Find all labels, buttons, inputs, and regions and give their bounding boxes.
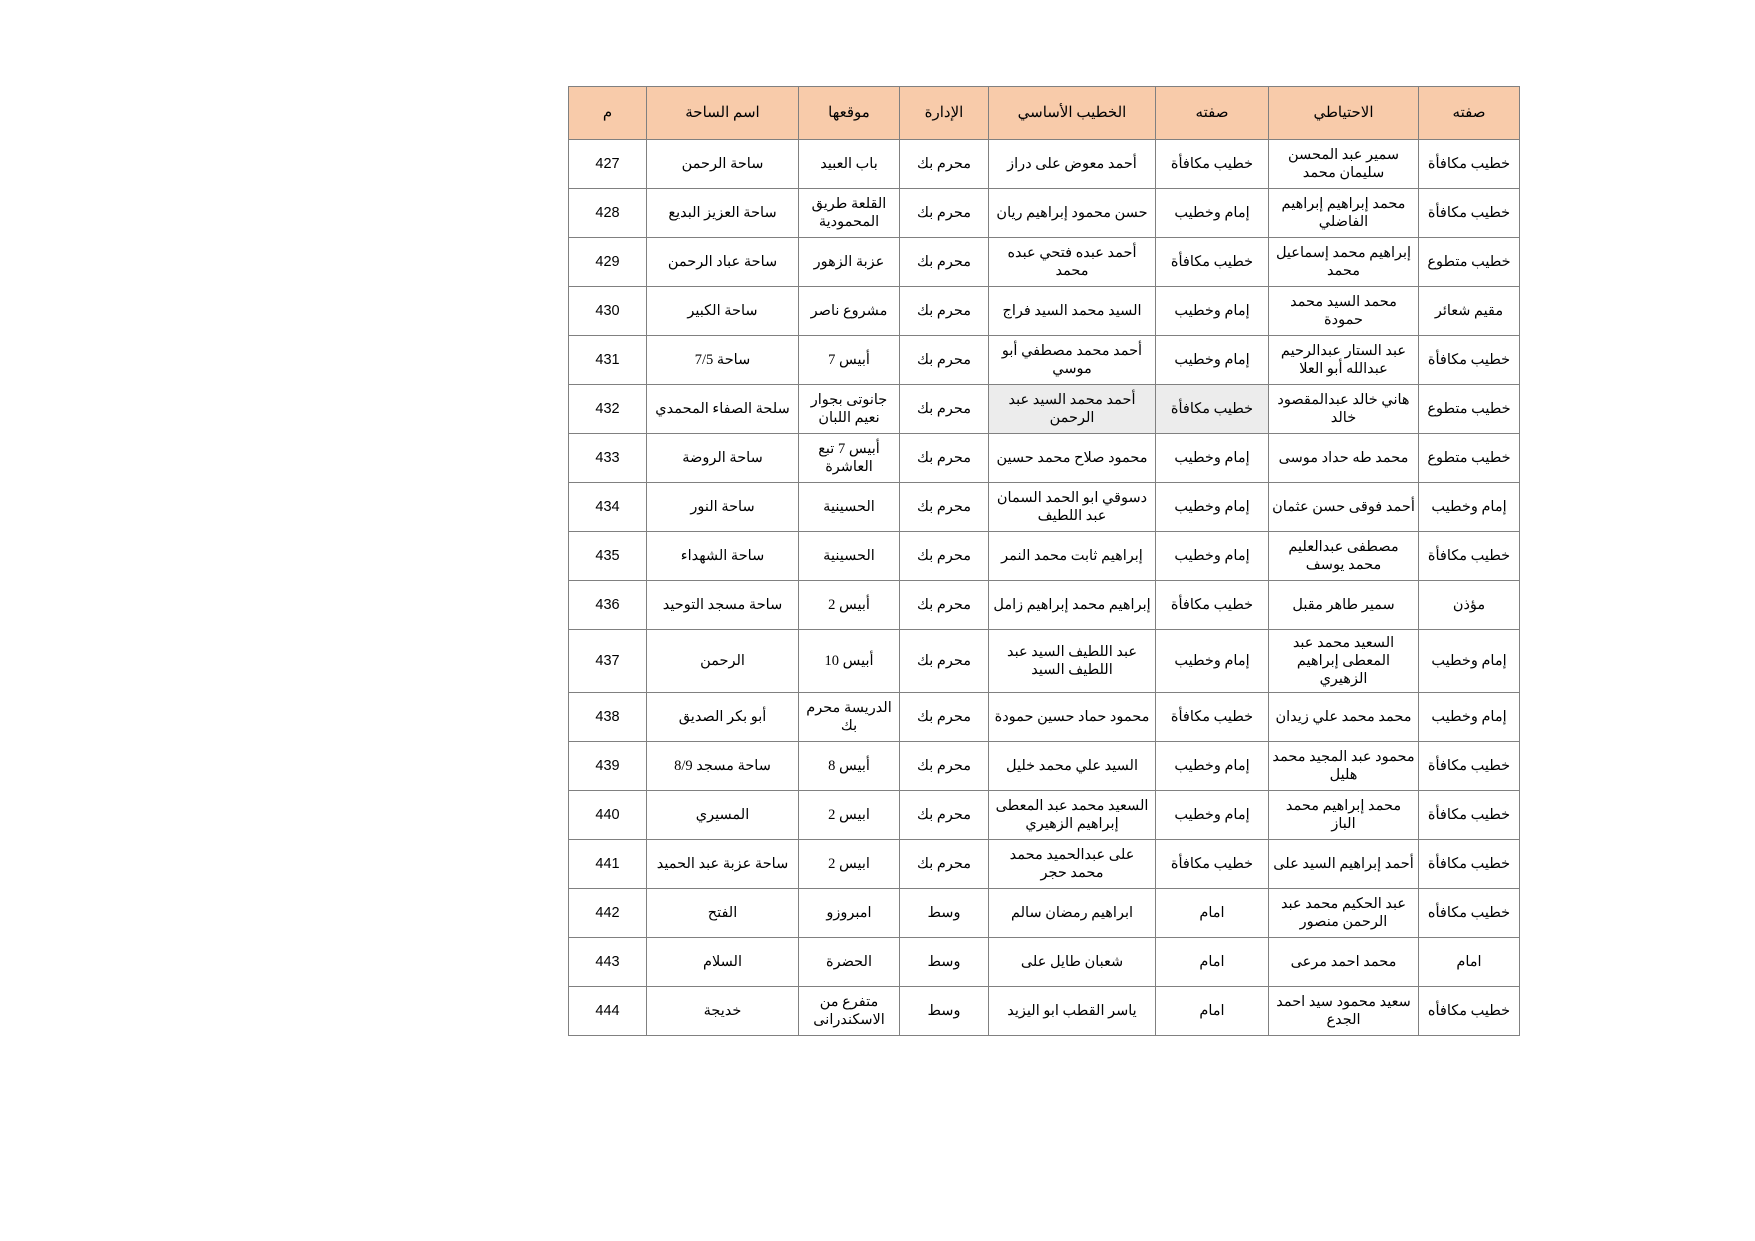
- cell-sifa2: خطيب مكافأة: [1419, 742, 1520, 791]
- cell-ehtiyati: أحمد إبراهيم السيد على: [1269, 840, 1419, 889]
- cell-edara: محرم بك: [900, 693, 989, 742]
- header-row: [569, 87, 1520, 140]
- cell-mawqe: الحسينية: [799, 532, 900, 581]
- table-row: [569, 189, 1520, 238]
- cell-saha: ساحة عزبة عبد الحميد: [647, 840, 799, 889]
- table-row: [569, 336, 1520, 385]
- cell-sifa2: خطيب مكافأة: [1419, 791, 1520, 840]
- cell-num: 434: [569, 483, 647, 532]
- cell-saha: ساحة الروضة: [647, 434, 799, 483]
- cell-khatib: السيد علي محمد خليل: [989, 742, 1156, 791]
- cell-ehtiyati: سمير عبد المحسن سليمان محمد: [1269, 140, 1419, 189]
- column-header-saha: اسم الساحة: [647, 87, 799, 140]
- cell-num: 441: [569, 840, 647, 889]
- cell-sifa1: امام: [1156, 938, 1269, 987]
- cell-sifa2: خطيب متطوع: [1419, 385, 1520, 434]
- cell-saha: أبو بكر الصديق: [647, 693, 799, 742]
- cell-khatib: أحمد محمد السيد عبد الرحمن: [989, 385, 1156, 434]
- cell-khatib: أحمد معوض على دراز: [989, 140, 1156, 189]
- cell-edara: محرم بك: [900, 483, 989, 532]
- cell-sifa2: إمام وخطيب: [1419, 630, 1520, 693]
- cell-mawqe: أبيس 7 تبع العاشرة: [799, 434, 900, 483]
- cell-sifa2: مؤذن: [1419, 581, 1520, 630]
- cell-sifa1: إمام وخطيب: [1156, 336, 1269, 385]
- cell-mawqe: ابيس 2: [799, 791, 900, 840]
- cell-saha: ساحة الرحمن: [647, 140, 799, 189]
- table-row: [569, 532, 1520, 581]
- table-row: [569, 791, 1520, 840]
- cell-mawqe: مشروع ناصر: [799, 287, 900, 336]
- cell-sifa2: خطيب مكافأه: [1419, 987, 1520, 1036]
- column-header-mawqe: موقعها: [799, 87, 900, 140]
- cell-sifa1: إمام وخطيب: [1156, 742, 1269, 791]
- cell-edara: محرم بك: [900, 189, 989, 238]
- cell-khatib: ياسر القطب ابو اليزيد: [989, 987, 1156, 1036]
- cell-num: 438: [569, 693, 647, 742]
- cell-khatib: أحمد محمد مصطفي أبو موسي: [989, 336, 1156, 385]
- cell-khatib: حسن محمود إبراهيم ريان: [989, 189, 1156, 238]
- cell-khatib: محمود صلاح محمد حسين: [989, 434, 1156, 483]
- cell-khatib: على عبدالحميد محمد محمد حجر: [989, 840, 1156, 889]
- cell-edara: محرم بك: [900, 434, 989, 483]
- cell-ehtiyati: أحمد فوقى حسن عثمان: [1269, 483, 1419, 532]
- cell-saha: سلحة الصفاء المحمدي: [647, 385, 799, 434]
- cell-mawqe: القلعة طريق المحمودية: [799, 189, 900, 238]
- table-row: [569, 840, 1520, 889]
- cell-ehtiyati: عبد الحكيم محمد عبد الرحمن منصور: [1269, 889, 1419, 938]
- table-row: [569, 938, 1520, 987]
- table-row: [569, 889, 1520, 938]
- cell-sifa2: إمام وخطيب: [1419, 693, 1520, 742]
- table-row: [569, 434, 1520, 483]
- cell-khatib: ابراهيم رمضان سالم: [989, 889, 1156, 938]
- cell-edara: محرم بك: [900, 840, 989, 889]
- cell-khatib: محمود حماد حسين حمودة: [989, 693, 1156, 742]
- cell-ehtiyati: محمد السيد محمد حمودة: [1269, 287, 1419, 336]
- cell-sifa2: خطيب مكافأة: [1419, 336, 1520, 385]
- cell-edara: وسط: [900, 889, 989, 938]
- cell-khatib: أحمد عبده فتحي عبده محمد: [989, 238, 1156, 287]
- table-body: [569, 140, 1520, 1036]
- cell-saha: الرحمن: [647, 630, 799, 693]
- cell-ehtiyati: السعيد محمد عبد المعطى إبراهيم الزهيري: [1269, 630, 1419, 693]
- cell-num: 429: [569, 238, 647, 287]
- cell-mawqe: أبيس 8: [799, 742, 900, 791]
- cell-sifa1: امام: [1156, 889, 1269, 938]
- cell-mawqe: أبيس 2: [799, 581, 900, 630]
- cell-sifa1: خطيب مكافأة: [1156, 140, 1269, 189]
- cell-sifa2: خطيب متطوع: [1419, 238, 1520, 287]
- cell-mawqe: عزبة الزهور: [799, 238, 900, 287]
- cell-khatib: عبد اللطيف السيد عبد اللطيف السيد: [989, 630, 1156, 693]
- cell-edara: محرم بك: [900, 630, 989, 693]
- table-row: [569, 581, 1520, 630]
- cell-sifa1: خطيب مكافأة: [1156, 581, 1269, 630]
- cell-ehtiyati: هاني خالد عبدالمقصود خالد: [1269, 385, 1419, 434]
- cell-mawqe: أبيس 7: [799, 336, 900, 385]
- cell-sifa2: خطيب مكافأة: [1419, 140, 1520, 189]
- table-row: [569, 630, 1520, 693]
- cell-sifa1: إمام وخطيب: [1156, 791, 1269, 840]
- cell-mawqe: أبيس 10: [799, 630, 900, 693]
- cell-sifa2: خطيب مكافأة: [1419, 189, 1520, 238]
- cell-num: 443: [569, 938, 647, 987]
- cell-khatib: إبراهيم ثابت محمد النمر: [989, 532, 1156, 581]
- cell-saha: الفتح: [647, 889, 799, 938]
- cell-saha: السلام: [647, 938, 799, 987]
- cell-saha: ساحة النور: [647, 483, 799, 532]
- column-header-sifa1: صفته: [1156, 87, 1269, 140]
- cell-mawqe: الحسينية: [799, 483, 900, 532]
- cell-edara: وسط: [900, 987, 989, 1036]
- cell-saha: ساحة مسجد التوحيد: [647, 581, 799, 630]
- cell-sifa1: إمام وخطيب: [1156, 287, 1269, 336]
- cell-num: 431: [569, 336, 647, 385]
- table-row: [569, 385, 1520, 434]
- cell-num: 442: [569, 889, 647, 938]
- cell-num: 432: [569, 385, 647, 434]
- cell-khatib: السيد محمد السيد فراج: [989, 287, 1156, 336]
- cell-num: 433: [569, 434, 647, 483]
- cell-num: 440: [569, 791, 647, 840]
- cell-num: 437: [569, 630, 647, 693]
- cell-saha: ساحة 7/5: [647, 336, 799, 385]
- cell-num: 428: [569, 189, 647, 238]
- table-row: [569, 238, 1520, 287]
- table-row: [569, 742, 1520, 791]
- cell-edara: محرم بك: [900, 791, 989, 840]
- cell-num: 435: [569, 532, 647, 581]
- cell-sifa1: خطيب مكافأة: [1156, 385, 1269, 434]
- cell-saha: ساحة العزيز البديع: [647, 189, 799, 238]
- cell-sifa1: إمام وخطيب: [1156, 532, 1269, 581]
- cell-edara: وسط: [900, 938, 989, 987]
- cell-khatib: دسوقي ابو الحمد السمان عبد اللطيف: [989, 483, 1156, 532]
- cell-mawqe: الدريسة محرم بك: [799, 693, 900, 742]
- cell-mawqe: جانوتى بجوار نعيم اللبان: [799, 385, 900, 434]
- table-row: [569, 287, 1520, 336]
- cell-edara: محرم بك: [900, 336, 989, 385]
- cell-ehtiyati: سمير طاهر مقبل: [1269, 581, 1419, 630]
- cell-sifa1: إمام وخطيب: [1156, 483, 1269, 532]
- cell-saha: المسيري: [647, 791, 799, 840]
- cell-sifa2: مقيم شعائر: [1419, 287, 1520, 336]
- cell-num: 444: [569, 987, 647, 1036]
- cell-sifa1: إمام وخطيب: [1156, 189, 1269, 238]
- cell-ehtiyati: عبد الستار عبدالرحيم عبدالله أبو العلا: [1269, 336, 1419, 385]
- cell-sifa1: خطيب مكافأة: [1156, 693, 1269, 742]
- cell-edara: محرم بك: [900, 581, 989, 630]
- cell-saha: خديجة: [647, 987, 799, 1036]
- cell-khatib: السعيد محمد عبد المعطى إبراهيم الزهيري: [989, 791, 1156, 840]
- mosque-assignment-table: [568, 86, 1520, 1036]
- cell-mawqe: متفرع من الاسكندرانى: [799, 987, 900, 1036]
- cell-saha: ساحة الكبير: [647, 287, 799, 336]
- cell-sifa1: امام: [1156, 987, 1269, 1036]
- column-header-ehtiyati: الاحتياطي: [1269, 87, 1419, 140]
- cell-edara: محرم بك: [900, 742, 989, 791]
- column-header-khatib: الخطيب الأساسي: [989, 87, 1156, 140]
- cell-sifa1: إمام وخطيب: [1156, 630, 1269, 693]
- cell-edara: محرم بك: [900, 238, 989, 287]
- column-header-sifa2: صفته: [1419, 87, 1520, 140]
- cell-edara: محرم بك: [900, 287, 989, 336]
- table-header: [569, 87, 1520, 140]
- cell-khatib: إبراهيم محمد إبراهيم زامل: [989, 581, 1156, 630]
- cell-edara: محرم بك: [900, 532, 989, 581]
- column-header-num: م: [569, 87, 647, 140]
- cell-num: 430: [569, 287, 647, 336]
- cell-saha: ساحة عباد الرحمن: [647, 238, 799, 287]
- cell-sifa1: إمام وخطيب: [1156, 434, 1269, 483]
- cell-num: 439: [569, 742, 647, 791]
- cell-ehtiyati: محمود عبد المجيد محمد هليل: [1269, 742, 1419, 791]
- cell-num: 427: [569, 140, 647, 189]
- cell-mawqe: الحضرة: [799, 938, 900, 987]
- cell-sifa1: خطيب مكافأة: [1156, 840, 1269, 889]
- cell-ehtiyati: مصطفى عبدالعليم محمد يوسف: [1269, 532, 1419, 581]
- cell-sifa2: خطيب مكافأة: [1419, 840, 1520, 889]
- cell-ehtiyati: محمد إبراهيم إبراهيم الفاضلي: [1269, 189, 1419, 238]
- cell-sifa2: خطيب مكافأه: [1419, 889, 1520, 938]
- table-row: [569, 140, 1520, 189]
- cell-edara: محرم بك: [900, 140, 989, 189]
- table-row: [569, 483, 1520, 532]
- cell-mawqe: ابيس 2: [799, 840, 900, 889]
- cell-ehtiyati: إبراهيم محمد إسماعيل محمد: [1269, 238, 1419, 287]
- cell-sifa2: امام: [1419, 938, 1520, 987]
- cell-num: 436: [569, 581, 647, 630]
- cell-ehtiyati: محمد محمد علي زيدان: [1269, 693, 1419, 742]
- cell-saha: ساحة مسجد 8/9: [647, 742, 799, 791]
- mosque-assignment-table-wrapper: [569, 86, 1520, 1036]
- cell-mawqe: باب العبيد: [799, 140, 900, 189]
- cell-sifa2: خطيب متطوع: [1419, 434, 1520, 483]
- cell-mawqe: امبروزو: [799, 889, 900, 938]
- cell-ehtiyati: سعيد محمود سيد احمد الجدع: [1269, 987, 1419, 1036]
- column-header-edara: الإدارة: [900, 87, 989, 140]
- cell-sifa2: إمام وخطيب: [1419, 483, 1520, 532]
- cell-saha: ساحة الشهداء: [647, 532, 799, 581]
- cell-sifa2: خطيب مكافأة: [1419, 532, 1520, 581]
- cell-ehtiyati: محمد طه حداد موسى: [1269, 434, 1419, 483]
- cell-ehtiyati: محمد إبراهيم محمد الباز: [1269, 791, 1419, 840]
- table-row: [569, 987, 1520, 1036]
- cell-khatib: شعبان طايل على: [989, 938, 1156, 987]
- cell-ehtiyati: محمد احمد مرعى: [1269, 938, 1419, 987]
- cell-sifa1: خطيب مكافأة: [1156, 238, 1269, 287]
- cell-edara: محرم بك: [900, 385, 989, 434]
- table-row: [569, 693, 1520, 742]
